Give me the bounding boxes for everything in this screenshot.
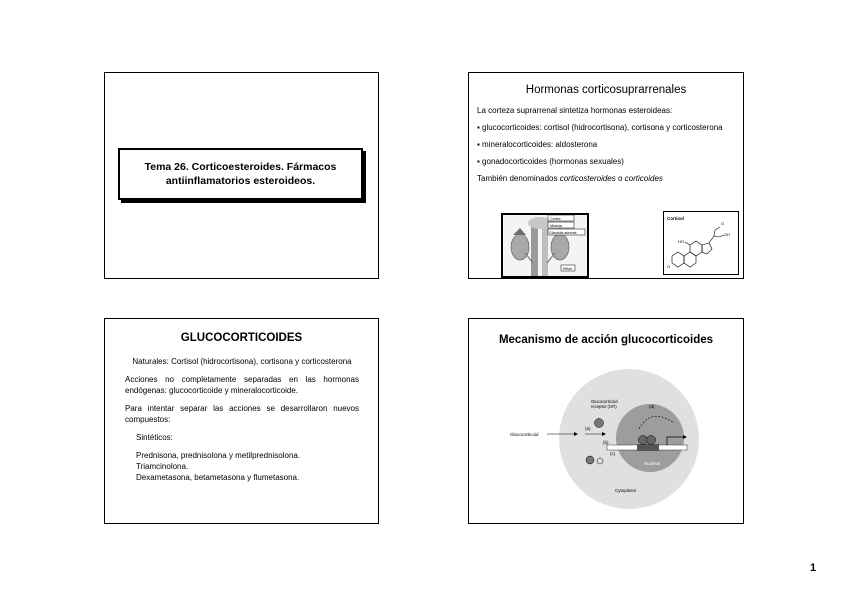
adrenal-anatomy-illustration [503,215,587,276]
gr-complex [595,419,604,428]
slide-2 [468,72,744,279]
cortisol-structure-figure [663,211,739,275]
slide-4 [468,318,744,524]
label-cortex: Cortex [550,217,561,221]
sinteticos-label: Sintéticos: [136,433,173,442]
slide-body [477,105,735,190]
bullet-item: ▪ mineralocorticoides: aldosterona [477,140,598,149]
acciones-text: Acciones no completamente separadas en las hormonas endógenas: glucocorticoide y mineralocorticoide. [125,375,359,395]
label-rinon: Riñón [563,267,573,271]
title-line-1: Tema 26. Corticoesteroides. Fármacos [144,161,337,173]
step-d-label: (d) [649,404,655,409]
naturales-text: Naturales: Cortisol (hidrocortisona), cortisona y corticosterona [132,357,352,366]
receptor-label-line-2: receptor (GR) [591,404,617,409]
step-b-label: (b) [603,440,609,445]
bullet-item: ▪ glucocorticoides: cortisol (hidrocortisona), cortisona y corticosterona [477,123,723,132]
label-glandula-adrenal: Glándula adrenal [549,231,577,235]
also-prefix: También denominados [477,174,560,183]
slide-3 [104,318,379,524]
slide-1 [104,72,379,279]
synthetic-line-1: Prednisona, prednisolona y metilprednisolona. [136,451,301,460]
adrenal-gland-figure [501,213,589,278]
glucocorticoid-label: Glucocorticoid [510,432,539,437]
synthetic-line-3: Dexametasona, betametasona y flumetasona. [136,473,300,482]
para-text: Para intentar separar las acciones se desarrollaron nuevos compuestos: [125,404,359,424]
step-a-label: (a) [585,426,591,431]
term-corticosteroides: corticosteroides [559,174,616,183]
hsp-protein [597,458,603,464]
mechanism-diagram [499,367,719,515]
gr-dimer-right [647,436,656,445]
cortisol-label: Cortisol [667,216,685,221]
synthetic-line-2: Triamcinolona. [136,462,189,471]
free-receptor [586,456,594,464]
synthetic-list [125,450,359,483]
step-c-label: (c) [610,451,616,456]
title-line-2: antiinflamatorios esteroideos. [165,175,316,187]
o-label: O [721,221,725,226]
cortisol-molecule [664,212,738,274]
slide-title: Hormonas corticosuprarrenales [525,84,687,96]
slide-body [125,356,359,483]
oh-label: OH [724,232,730,237]
label-medula: Médula [550,224,562,228]
page-number: 1 [810,562,817,574]
cytoplasm-label: Cytoplasm [615,488,637,493]
bullet-item: ▪ gonadocorticoides (hormonas sexuales) [477,157,624,166]
gr-dimer-left [639,436,648,445]
receptor-label-line-1: Glucocorticoid [591,399,618,404]
title-box [118,148,363,200]
term-corticoides: corticoides [624,174,663,183]
gre-site [637,444,659,451]
oxo-label: O [667,264,671,269]
ho-label: HO [678,239,684,244]
intro-text: La corteza suprarrenal sintetiza hormonas esteroideas: [477,106,673,115]
also-or: o [615,174,625,183]
also-named-line [477,173,735,184]
slide-title: Mecanismo de acción glucocorticoides [498,334,714,346]
slide-title: GLUCOCORTICOIDES [180,332,303,344]
nucleus-label: Nucleus [644,461,661,466]
